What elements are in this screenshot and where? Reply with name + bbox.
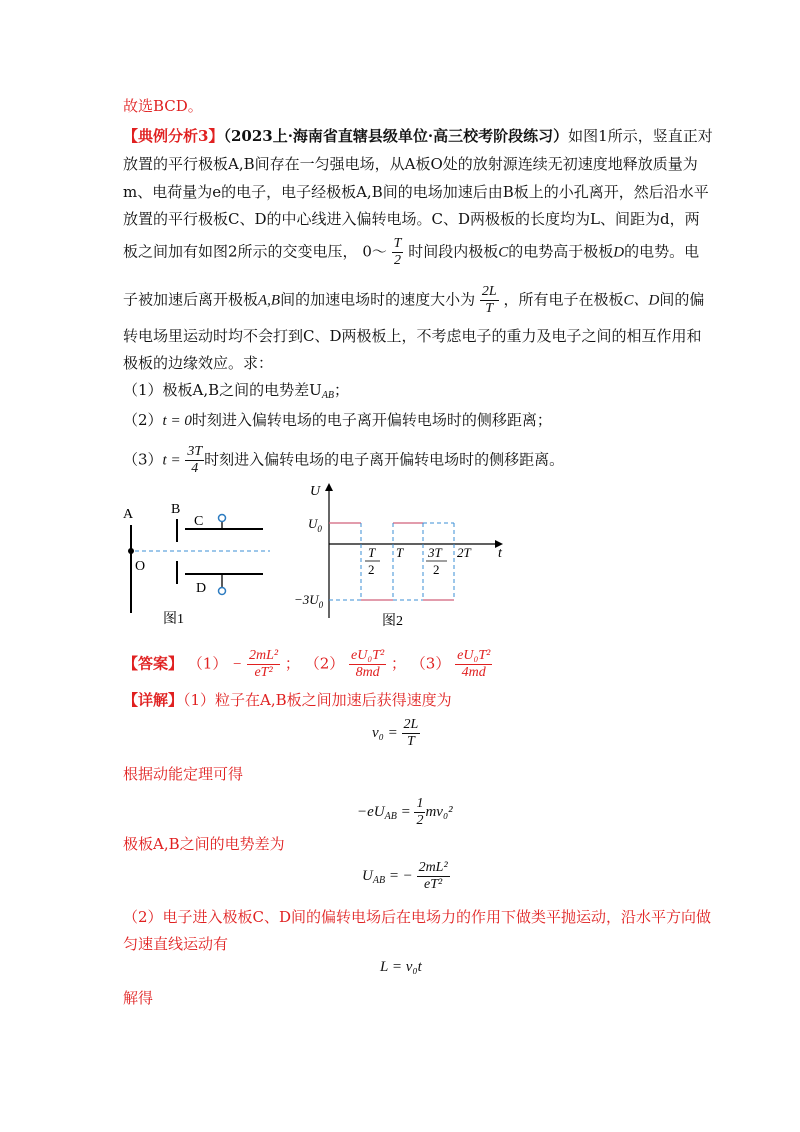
problem-text: 子被加速后离开极板 — [123, 290, 259, 309]
problem-line-5 — [123, 236, 699, 269]
guide-lines — [361, 523, 454, 600]
label-o: O — [135, 559, 146, 574]
subscript: AB — [321, 390, 335, 401]
plates-cd-symbol: C、D — [623, 292, 660, 309]
math-expression: t = — [162, 452, 181, 469]
equation-lhs: v₀ = — [372, 724, 398, 741]
fraction-2l-over-t: $\frac{2L}{T}$ — [481, 284, 497, 316]
detail-line-1 — [123, 690, 452, 710]
problem-text: 0～ — [362, 242, 387, 261]
figure-1-caption: 图1 — [163, 612, 184, 627]
source-point-o — [128, 548, 134, 554]
problem-tag: 【典例分析3】 — [123, 127, 224, 145]
fraction-t-half: $\frac{T}{2}$ — [393, 236, 402, 268]
fraction-3t-over-4: $\frac{3T}{4}$ — [187, 444, 203, 476]
equals-sign: = — [400, 803, 411, 820]
equation-uab — [362, 860, 450, 893]
detail-line-5: 匀速直线运动有 — [123, 935, 229, 953]
terminal-c-icon — [219, 515, 226, 522]
label-c: C — [194, 514, 204, 529]
separator: ； — [284, 654, 300, 673]
previous-answer: 故选BCD。 — [123, 97, 203, 115]
answer-2-fraction: $\frac{\text{eU₀T²}}{8md}$ — [351, 648, 385, 680]
answer-line — [123, 648, 492, 681]
problem-text: 板之间加有如图2所示的交变电压， — [123, 242, 358, 261]
detail-line-4: （2）电子进入极板C、D间的偏转电场后在电场力的作用下做类平抛运动，沿水平方向做 — [123, 908, 712, 926]
u0-label: $U_0$ — [308, 516, 322, 534]
equation-v0 — [372, 717, 420, 750]
plate-d-symbol: D — [613, 244, 625, 261]
label-d: D — [196, 581, 207, 596]
figure-2-caption: 图2 — [382, 614, 403, 629]
equation-energy-fraction: $\frac{1}{2}$ — [416, 796, 424, 828]
equation-lhs: −eU — [357, 803, 385, 820]
detail-tag: 【详解】 — [123, 691, 184, 709]
label-b: B — [171, 502, 181, 517]
problem-text: ，所有电子在极板 — [503, 290, 624, 309]
plates-ab-symbol: A,B — [258, 292, 281, 309]
figure-2-graph — [290, 480, 515, 630]
x-axis-label: t — [498, 546, 502, 561]
y-axis-label: U — [310, 484, 321, 499]
equation-lhs: U — [362, 867, 373, 884]
y-axis-arrow-icon — [325, 483, 333, 491]
detail-line-6: 解得 — [123, 989, 154, 1007]
tick-3t-den: 2 — [433, 562, 440, 577]
equals-sign: = − — [388, 867, 413, 884]
question-2 — [123, 410, 552, 431]
question-text: ； — [334, 381, 350, 399]
problem-line-7: 转电场里运动时均不会打到C、D两极板上，不考虑电子的重力及电子之间的相互作用和 — [123, 327, 702, 345]
problem-text: 时间段内极板 — [408, 242, 499, 261]
problem-line-6 — [123, 284, 704, 317]
detail-text: （1）粒子在A,B板之间加速后获得速度为 — [183, 691, 452, 709]
problem-line-3: m、电荷量为e的电子，电子经极板A,B间的电场加速后由B板上的小孔离开，然后沿水平 — [123, 183, 709, 201]
problem-text: 的电势高于极板 — [508, 242, 614, 261]
problem-line-4: 放置的平行极板C、D的中心线进入偏转电场。C、D两极板的长度均为L、间距为d，两 — [123, 210, 700, 228]
problem-text: 的电势。电 — [624, 242, 700, 261]
question-3 — [123, 444, 564, 477]
question-text: 时刻进入偏转电场的电子离开偏转电场时的侧移距离。 — [204, 450, 565, 469]
answer-part-label: （1） — [187, 654, 228, 673]
subscript: AB — [384, 810, 397, 822]
question-1 — [123, 380, 349, 406]
equation-v0-fraction: $\frac{2L}{T}$ — [403, 717, 419, 749]
tick-3t-num: 3T — [428, 545, 442, 560]
answer-tag: 【答案】 — [123, 654, 184, 673]
figure-1-diagram — [115, 495, 275, 635]
neg-3u0-label: $-3U_0$ — [294, 592, 324, 610]
question-text: 时刻进入偏转电场的电子离开偏转电场时的侧移距离； — [191, 411, 552, 429]
problem-text: 如图1所示，竖直正对 — [568, 127, 713, 145]
x-tick-labels — [365, 545, 472, 577]
problem-line-8: 极板的边缘效应。求： — [123, 354, 274, 372]
equation-energy — [357, 796, 453, 829]
tick-2t: 2T — [457, 545, 471, 560]
answer-part-label: （3） — [410, 654, 451, 673]
problem-line-1 — [123, 126, 713, 146]
question-text: （3） — [123, 450, 163, 469]
tick-t-half-den: 2 — [368, 562, 375, 577]
tick-t-half-num: T — [368, 545, 376, 560]
subscript: AB — [372, 874, 386, 886]
question-text: （1）极板A,B之间的电势差U — [123, 381, 322, 399]
equation-rhs: mv₀² — [425, 803, 453, 820]
answer-3-fraction: $\frac{\text{eU₀T²}}{4md}$ — [457, 648, 491, 680]
plate-c-symbol: C — [498, 244, 509, 261]
equation-uab-fraction: $\frac{\text{2mL²}}{\text{eT²}}$ — [418, 860, 448, 892]
answer-part-label: （2） — [304, 654, 345, 673]
answer-1-fraction: $\frac{\text{2mL²}}{\text{eT²}}$ — [249, 648, 279, 680]
math-sign: − — [232, 656, 243, 673]
question-text: （2） — [123, 411, 163, 429]
equation-l: L = v₀t — [380, 959, 422, 975]
tick-t: T — [396, 545, 404, 560]
label-a: A — [123, 507, 134, 522]
problem-text: 间的加速电场时的速度大小为 — [280, 290, 476, 309]
problem-line-2: 放置的平行极板A,B间存在一匀强电场，从A板O处的放射源连续无初速度地释放质量为 — [123, 155, 698, 173]
detail-line-2: 根据动能定理可得 — [123, 765, 244, 783]
separator: ； — [391, 654, 407, 673]
problem-source: （2023上·海南省直辖县级单位·高三校考阶段练习） — [223, 127, 569, 145]
terminal-d-icon — [219, 588, 226, 595]
problem-text: 间的偏 — [659, 290, 705, 309]
detail-line-3: 极板A,B之间的电势差为 — [123, 835, 285, 853]
math-expression: t = 0 — [162, 413, 192, 429]
